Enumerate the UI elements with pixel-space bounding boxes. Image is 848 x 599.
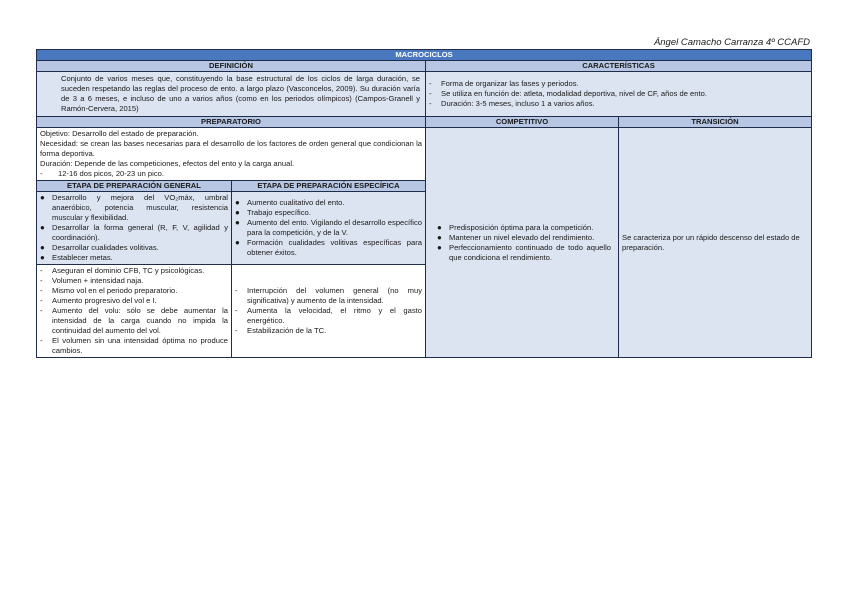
list-item: ● Mantener un nivel elevado del rendimiento. [437, 232, 595, 242]
preparatorio-intro [37, 128, 426, 181]
list-item: ● Aumento del ento. Vigilando el desarrollo específico para la competición, y de la V. [235, 218, 422, 238]
list-item: - El volumen sin una intensidad óptima no produce cambios. [40, 336, 228, 356]
transicion-header: TRANSICIÓN [619, 117, 812, 128]
etapa-general-header: ETAPA DE PREPARACIÓN GENERAL [37, 181, 232, 192]
list-item: - Aumento progresivo del vol e I. [40, 296, 157, 306]
list-item: - Forma de organizar las fases y periodos. [429, 79, 579, 89]
necesidad-text: Necesidad: se crean las bases necesarias para el desarrollo de los factores de orden general que condicionan la forma deportiva. [40, 139, 422, 159]
transicion-text: Se caracteriza por un rápido descenso del estado de preparación. [622, 232, 800, 252]
macrociclos-table [36, 49, 812, 358]
list-item: ● Desarrollo y mejora del VO₂máx, umbral anaeróbico, potencia muscular, resistencia muscular y flexibilidad. [40, 193, 228, 223]
list-item: - Aumento del volu: sólo se debe aumentar la intensidad de la carga cuando no impida la continuidad del aumento del vol. [40, 306, 228, 336]
preparatorio-header: PREPARATORIO [37, 117, 426, 128]
especifica-dashes [232, 265, 426, 358]
definicion-header: DEFINICIÓN [37, 61, 426, 72]
list-item: - Aumenta la velocidad, el ritmo y el gasto energético. [235, 306, 422, 326]
caracteristicas-header: CARACTERÍSTICAS [426, 61, 812, 72]
list-item: ● Trabajo específico. [235, 208, 311, 218]
definition-text: Conjunto de varios meses que, constituyendo la base estructural de los ciclos de larga duración, se suceden respetando las reglas del proceso de ento. a largo plazo (Vasconcelos, 2009). Su duración varía de 3 a 6 meses, e incluso de uno a varios años (como en los periodos olímpicos) (Campos-Granell y Ramón-Cervera, 2015) [37, 72, 426, 117]
list-item: - Volumen + intensidad naja. [40, 276, 144, 286]
especifica-bullets [232, 192, 426, 265]
general-bullets [37, 192, 232, 265]
duracion-text: Duración: Depende de las competiciones, efectos del ento y la carga anual. [40, 159, 295, 169]
list-item: ● Aumento cualitativo del ento. [235, 198, 345, 208]
list-item: - Duración: 3-5 meses, incluso 1 a varios años. [429, 99, 595, 109]
general-dashes [37, 265, 232, 358]
list-item: - Estabilización de la TC. [235, 326, 327, 336]
list-item: ● Predisposición óptima para la competición. [437, 222, 594, 232]
list-item: - Mismo vol en el periodo preparatorio. [40, 286, 178, 296]
author-name: Ángel Camacho Carranza 4º CCAFD [653, 37, 810, 48]
table-title: MACROCICLOS [37, 50, 812, 61]
transicion-content [619, 128, 812, 358]
list-item: ● Formación cualidades volitivas específicas para obtener éxitos. [235, 238, 422, 258]
objetivo-text: Objetivo: Desarrollo del estado de preparación. [40, 129, 199, 139]
list-item: ● Establecer metas. [40, 253, 113, 263]
list-item: ● Perfeccionamiento continuado de todo aquello que condiciona el rendimiento. [437, 242, 611, 262]
competitivo-header: COMPETITIVO [426, 117, 619, 128]
etapa-especifica-header: ETAPA DE PREPARACIÓN ESPECÍFICA [232, 181, 426, 192]
list-item: - Se utiliza en función de: atleta, modalidad deportiva, nivel de CF, años de ento. [429, 89, 707, 99]
list-item: - Aseguran el dominio CFB, TC y psicológicas. [40, 266, 205, 276]
list-item: ● Desarrollar la forma general (R, F, V, agilidad y coordinación). [40, 223, 228, 243]
competitivo-content [426, 128, 619, 358]
list-item: - 12-16 dos picos, 20-23 un pico. [40, 169, 164, 179]
characteristics-list [426, 72, 812, 117]
list-item: ● Desarrollar cualidades volitivas. [40, 243, 159, 253]
list-item: - Interrupción del volumen general (no muy significativa) y aumento de la intensidad. [235, 286, 422, 306]
